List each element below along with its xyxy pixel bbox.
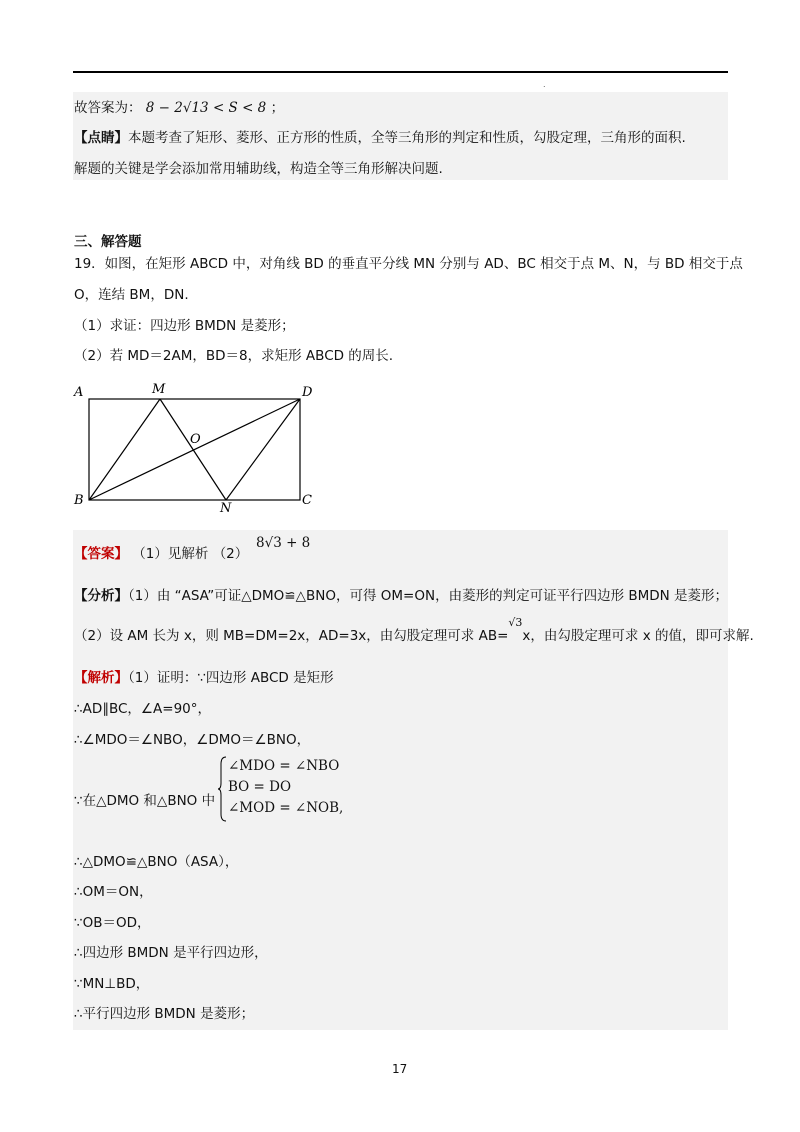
label-m: M [152,382,166,397]
analysis-line-1 [74,587,728,605]
solution-line-7: ∵OB＝OD， [74,915,151,931]
analysis-sqrt3: √3 [508,616,523,629]
rectangle-figure [70,377,330,517]
label-d: D [302,385,313,400]
answer-prefix: 故答案为： [74,100,142,116]
system-eq-1: ∠MDO = ∠NBO [228,758,340,774]
solution-line-9: ∵MN⊥BD， [74,976,150,992]
analysis-text-2b: x，由勾股定理可求 x 的值，即可求解. [522,628,754,644]
solution-line-1 [74,669,334,687]
answer-suffix: ； [270,100,285,116]
comment-line-1 [74,129,686,147]
label-b: B [74,493,84,508]
answer-part-2-math: 8√3 + 8 [256,535,311,551]
label-c: C [302,493,312,508]
segment-bd [89,399,300,500]
solution-label: 【解析】 [74,670,128,686]
system-eq-2: BO = DO [228,779,292,795]
answer-inequality: 8 − 2√13 < S < 8 [145,100,267,116]
label-n: N [220,501,232,516]
comment-label: 【点睛】 [74,130,128,146]
problem-line-1: 19．如图，在矩形 ABCD 中，对角线 BD 的垂直平分线 MN 分别与 AD、BC 相交于点 M、N，与 BD 相交于点 [74,256,743,272]
analysis-label: 【分析】 [74,588,128,604]
header-rule [73,71,728,73]
label-a: A [74,385,84,400]
equation-system [218,756,344,822]
analysis-line-2 [74,616,754,646]
system-eq-3-text: ∠MOD = ∠NOB [228,800,340,816]
solution-line-5: ∴△DMO≌△BNO（ASA）， [74,854,239,870]
system-eq-3 [228,800,343,816]
comment-text-1: 本题考查了矩形、菱形、正方形的性质，全等三角形的判定和性质，勾股定理，三角形的面积. [128,130,686,146]
problem-part-2: （2）若 MD＝2AM，BD＝8，求矩形 ABCD 的周长. [74,348,394,364]
segment-bm [89,399,160,500]
system-comma: , [339,800,344,816]
page-number: 17 [392,1062,408,1076]
answer-part-2-prefix: （2） [212,546,249,562]
solution-text-1: （1）证明：∵四边形 ABCD 是矩形 [128,670,334,686]
segment-mn [160,399,226,500]
solution-line-6: ∴OM＝ON， [74,884,153,900]
solution-line-2: ∴AD∥BC，∠A=90°， [74,701,211,717]
answer-line [74,99,284,117]
answer-part-1: （1）见解析 [132,546,209,562]
label-o: O [190,432,201,447]
answer-label: 【答案】 [74,546,128,562]
solution-line-3: ∴∠MDO＝∠NBO，∠DMO＝∠BNO， [74,732,311,748]
header-dot: . [543,80,546,89]
problem-line-2: O，连结 BM，DN. [74,287,189,303]
segment-nd [226,399,300,500]
solution-line-10: ∴平行四边形 BMDN 是菱形； [74,1006,255,1022]
analysis-text-2a: （2）设 AM 长为 x，则 MB=DM=2x，AD=3x，由勾股定理可求 AB= [74,628,509,644]
analysis-text-1: （1）由 “ASA”可证△DMO≌△BNO，可得 OM=ON，由菱形的判定可证平行四边形 BMDN 是菱形； [128,588,729,604]
section-title: 三、解答题 [74,234,142,250]
answer-row [74,545,248,563]
solution-line-8: ∴四边形 BMDN 是平行四边形， [74,945,268,961]
solution-line-4: ∵在△DMO 和△BNO 中 [74,793,216,809]
left-brace [218,756,228,822]
problem-part-1: （1）求证：四边形 BMDN 是菱形； [74,318,295,334]
comment-line-2: 解题的关键是学会添加常用辅助线，构造全等三角形解决问题. [74,161,443,177]
